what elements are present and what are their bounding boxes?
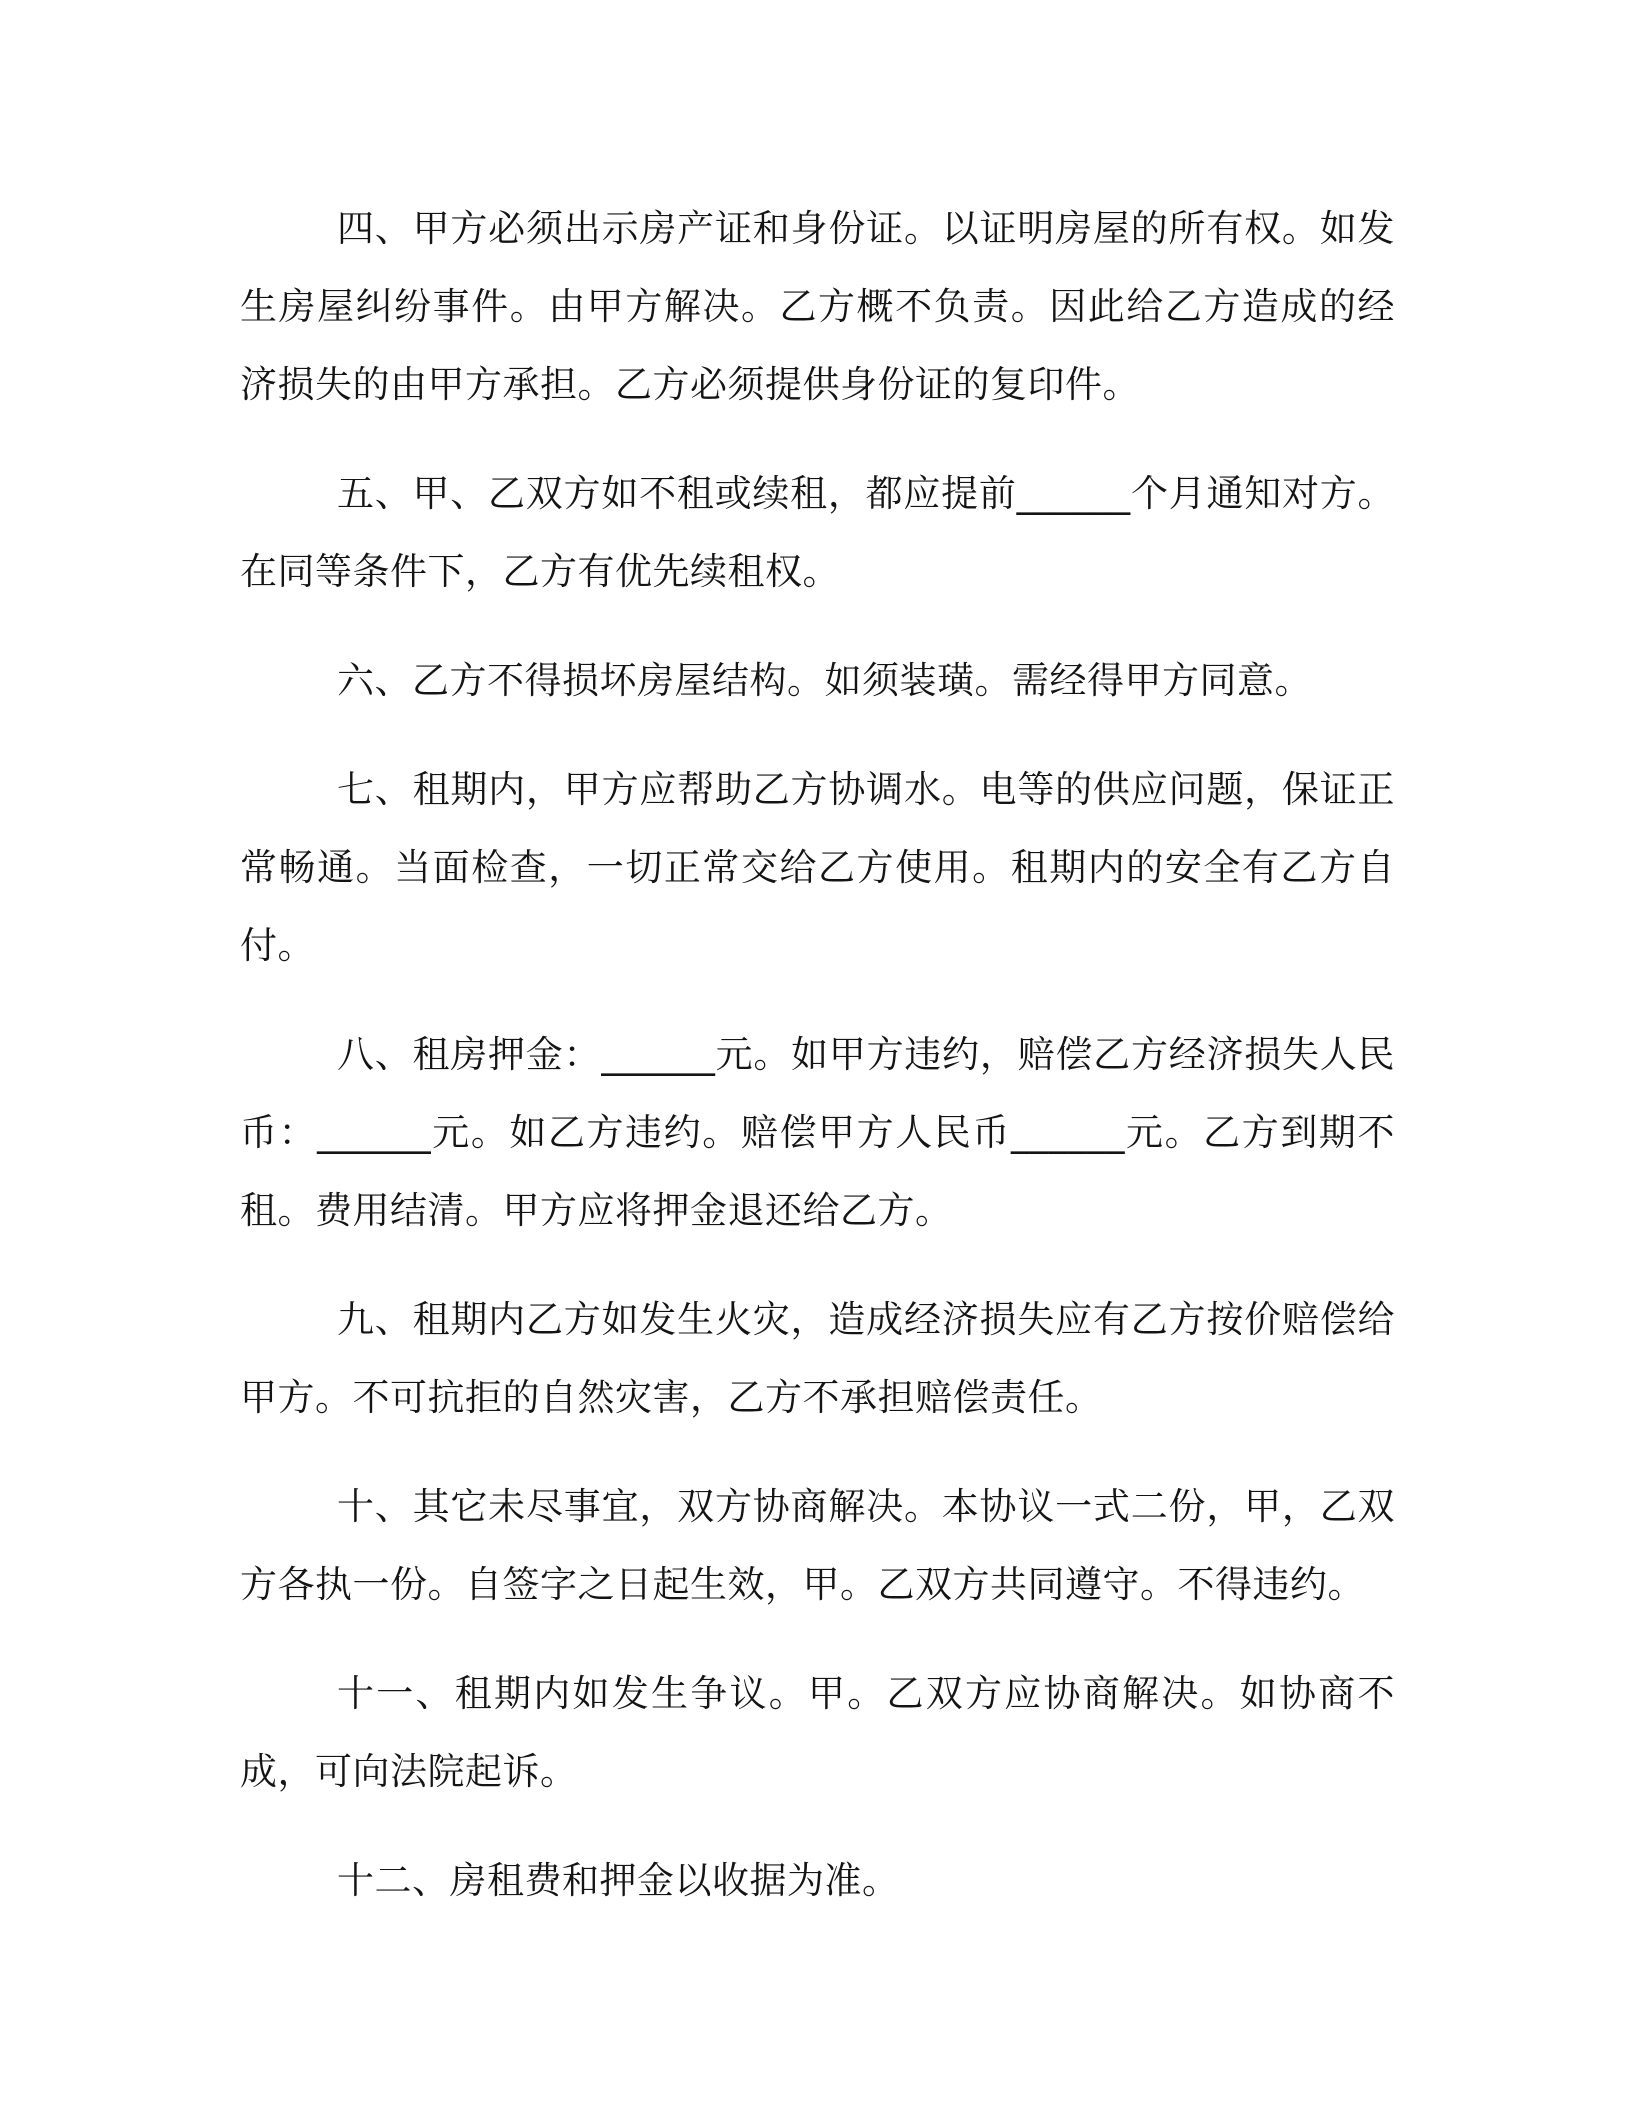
clause-6-paragraph: 六、乙方不得损坏房屋结构。如须装璜。需经得甲方同意。 [337,659,1312,702]
clause-10-paragraph: 十、其它未尽事宜，双方协商解决。本协议一式二份，甲，乙双方各执一份。自签字之日起生效，甲。乙双方共同遵守。不得违约。 [240,1485,1395,1606]
clause-12-paragraph: 十二、房租费和押金以收据为准。 [337,1859,900,1902]
clause-4-paragraph: 四、甲方必须出示房产证和身份证。以证明房屋的所有权。如发生房屋纠纷事件。由甲方解决。乙方概不负责。因此给乙方造成的经济损失的由甲方承担。乙方必须提供身份证的复印件。 [240,207,1395,406]
clause-11-paragraph: 十一、租期内如发生争议。甲。乙双方应协商解决。如协商不成，可向法院起诉。 [240,1672,1395,1793]
clause-7-paragraph: 七、租期内，甲方应帮助乙方协调水。电等的供应问题，保证正常畅通。当面检查，一切正常交给乙方使用。租期内的安全有乙方自付。 [240,768,1395,967]
clause-5-paragraph: 五、甲、乙双方如不租或续租，都应提前______个月通知对方。在同等条件下，乙方有优先续租权。 [240,472,1395,593]
document-body [240,190,1395,1951]
clause-8-paragraph: 八、租房押金：______元。如甲方违约，赔偿乙方经济损失人民币：______元。如乙方违约。赔偿甲方人民币______元。乙方到期不租。费用结清。甲方应将押金退还给乙方。 [240,1033,1395,1232]
clause-9-paragraph: 九、租期内乙方如发生火灾，造成经济损失应有乙方按价赔偿给甲方。不可抗拒的自然灾害，乙方不承担赔偿责任。 [240,1298,1395,1419]
